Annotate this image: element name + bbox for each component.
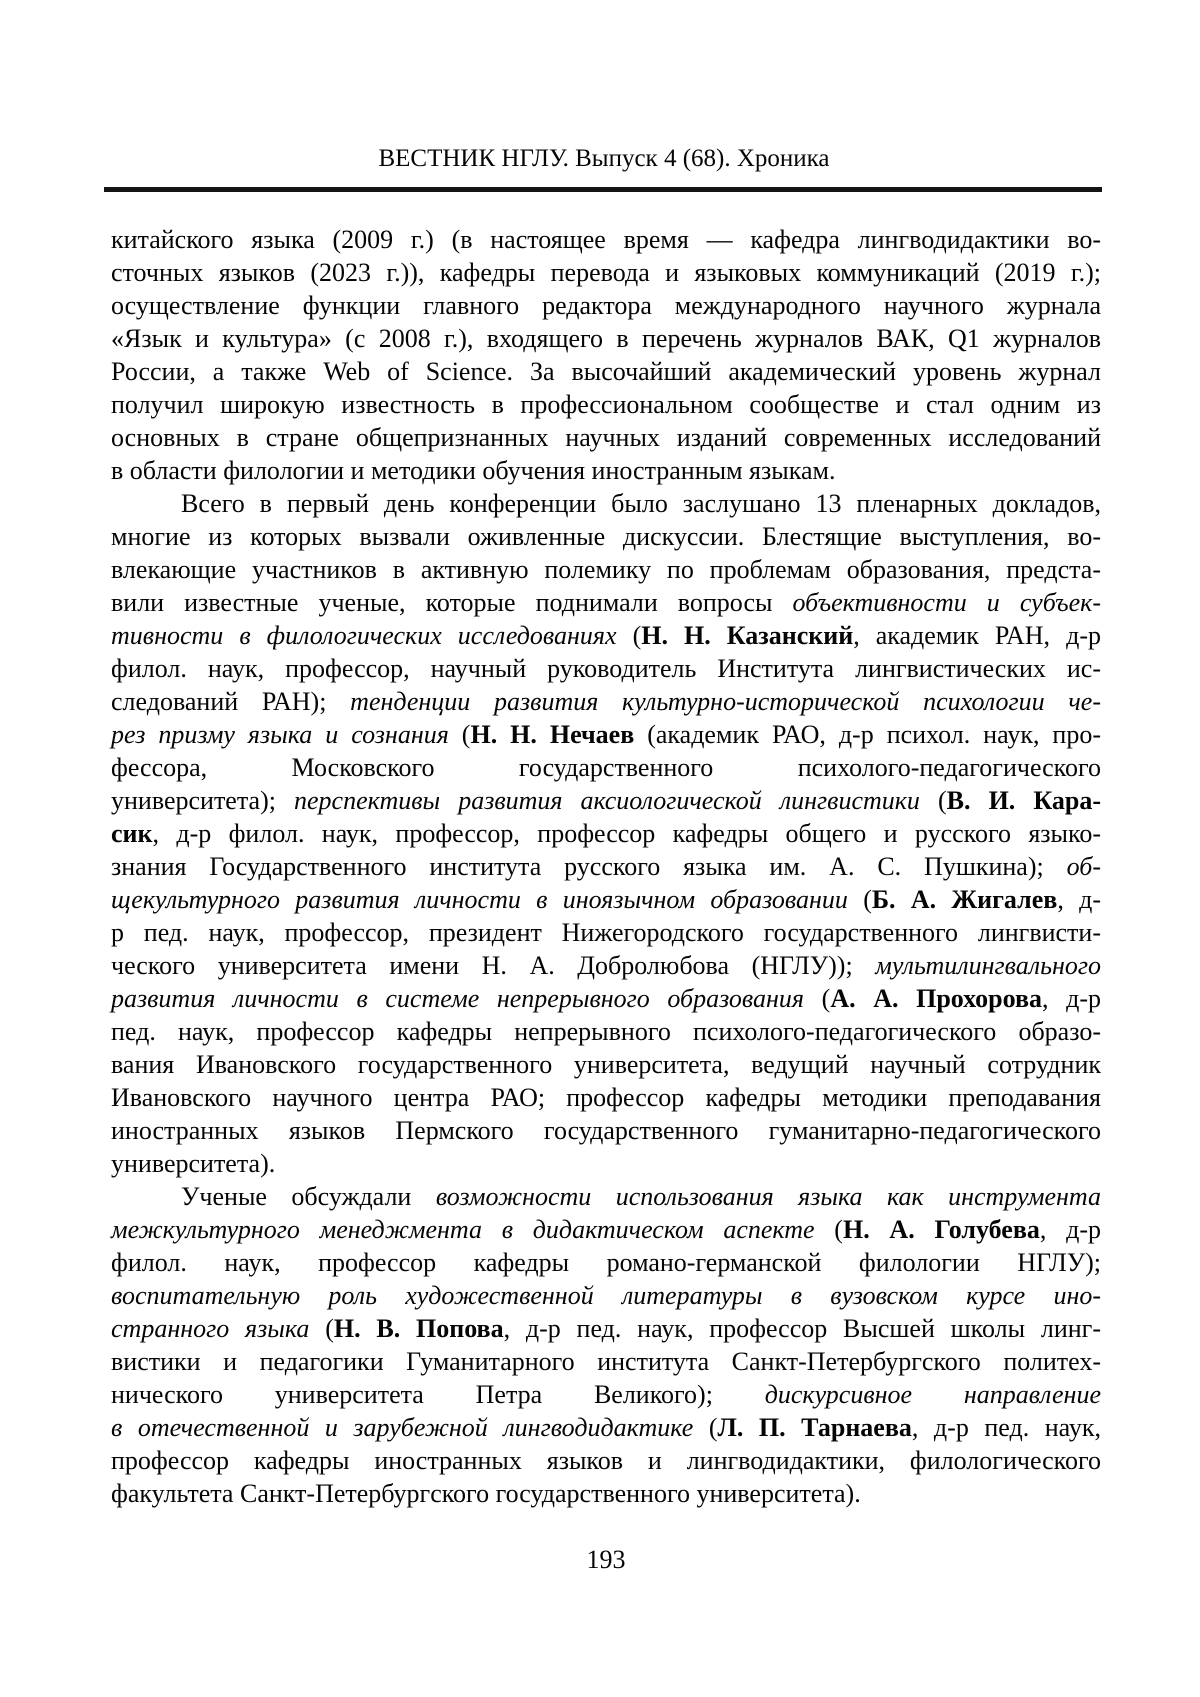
text-run: России, а также Web of Science. За высочайший академический уровень журнал [111,357,1101,386]
text-run: Всего в первый день конференции было заслушано 13 пленарных докладов, [181,489,1101,518]
text-run: , д-р пед. наук, [911,1413,1101,1442]
text-line [111,1114,1101,1147]
text-line [111,520,1101,553]
text-run: объективности и субъек- [792,588,1102,617]
text-line [111,949,1101,982]
text-line [111,322,1101,355]
text-line [111,454,1101,487]
text-run: , академик РАН, д-р [853,621,1101,650]
text-run: знания Государственного института русского языка им. А. С. Пушкина); [111,852,1067,881]
text-run: Н. В. Попова [333,1314,504,1343]
text-line [111,289,1101,322]
text-run: китайского языка (2009 г.) (в настоящее время — кафедра лингводидактики во- [111,225,1101,254]
text-run: вания Ивановского государственного университета, ведущий научный сотрудник [111,1050,1101,1079]
text-line [111,685,1101,718]
text-run: , д-р пед. наук, профессор Высшей школы линг- [503,1314,1101,1343]
text-run: , д-р филол. наук, профессор, профессор кафедры общего и русского языко- [152,819,1101,848]
text-line [111,553,1101,586]
text-run: , д-р [1042,984,1101,1013]
paragraph [111,1180,1101,1510]
text-line [111,1015,1101,1048]
text-line [111,982,1101,1015]
text-run: А. А. Прохорова [830,984,1042,1013]
paragraph [111,487,1101,1180]
text-run: в области филологии и методики обучения иностранным языкам. [111,456,836,485]
text-run: межкультурного менеджмента в дидактическом аспекте [111,1215,835,1244]
text-line [111,421,1101,454]
text-run: возможности использования языка как инструмента [435,1182,1101,1211]
page-body-text [111,223,1101,1510]
text-run: перспективы развития аксиологической лингвистики [294,786,938,815]
page-number: 193 [586,1545,626,1574]
text-run: получил широкую известность в профессиональном сообществе и стал одним из [111,390,1101,419]
text-run: ( [863,885,872,914]
text-run: университета). [111,1149,276,1178]
text-line [111,1246,1101,1279]
text-line [111,718,1101,751]
text-run: , д- [1057,885,1102,914]
text-run: профессор кафедры иностранных языков и лингводидактики, филологического [111,1446,1101,1475]
text-run: р пед. наук, профессор, президент Нижегородского государственного лингвисти- [111,918,1101,947]
header-rule [104,187,1102,192]
text-line [111,1312,1101,1345]
text-run: тенденции развития культурно-исторической психологии че- [350,687,1101,716]
text-run: ( [821,984,831,1013]
text-line [111,652,1101,685]
text-run: странного языка [111,1314,326,1343]
text-line [111,1444,1101,1477]
text-line [111,487,1101,520]
text-run: Ивановского научного центра РАО; профессор кафедры методики преподавания [111,1083,1101,1112]
text-run: «Язык и культура» (с 2008 г.), входящего в перечень журналов ВАК, Q1 журналов [111,324,1101,353]
text-run: щекультурного развития личности в иноязычном образовании [111,885,864,914]
text-line [111,850,1101,883]
text-run: в отечественной и зарубежной лингводидактике [111,1413,709,1442]
text-line [111,784,1101,817]
text-run: , д-р [1039,1215,1101,1244]
text-line [111,1378,1101,1411]
text-run: ческого университета имени Н. А. Добролюбова (НГЛУ)); [111,951,876,980]
text-run: Ученые обсуждали [181,1182,436,1211]
text-run: Н. Н. Казанский [641,621,854,650]
text-run: вили известные ученые, которые поднимали вопросы [111,588,793,617]
text-run: иностранных языков Пермского государственного гуманитарно-педагогического [111,1116,1101,1145]
text-run: сик [111,819,153,848]
text-run: Н. А. Голубева [842,1215,1040,1244]
text-run: ( [461,720,471,749]
text-run: ( [708,1413,718,1442]
text-line [111,1081,1101,1114]
text-run: Л. П. Тарнаева [717,1413,912,1442]
text-line [111,586,1101,619]
text-run: сточных языков (2023 г.)), кафедры перевода и языковых коммуникаций (2019 г.); [111,258,1101,287]
text-run: филол. наук, профессор кафедры романо-германской филологии НГЛУ); [111,1248,1101,1277]
text-line [111,355,1101,388]
text-run: ( [834,1215,843,1244]
text-line [111,1411,1101,1444]
text-run: В. И. Кара- [946,786,1101,815]
text-line [111,223,1101,256]
text-line [111,619,1101,652]
text-run: об- [1066,852,1101,881]
text-line [111,916,1101,949]
text-run: нического университета Петра Великого); [111,1380,765,1409]
text-run: основных в стране общепризнанных научных изданий современных исследований [111,423,1101,452]
text-run: воспитательную роль художественной литературы в вузовском курсе ино- [111,1281,1101,1310]
text-run: ( [325,1314,334,1343]
paragraph [111,223,1101,487]
text-run: влекающие участников в активную полемику по проблемам образования, предста- [111,555,1101,584]
text-line [111,1048,1101,1081]
text-run: ( [938,786,947,815]
running-header: ВЕСТНИК НГЛУ. Выпуск 4 (68). Хроника [378,145,830,172]
text-run: (академик РАО, д-р психол. наук, про- [634,720,1101,749]
text-run: факультета Санкт-Петербургского государственного университета). [111,1479,861,1508]
text-line [111,817,1101,850]
text-line [111,883,1101,916]
text-run: следований РАН); [111,687,351,716]
text-line [111,1279,1101,1312]
text-line [111,751,1101,784]
text-line [111,1147,1101,1180]
text-run: филол. наук, профессор, научный руководитель Института лингвистических ис- [111,654,1101,683]
text-run: ( [632,621,642,650]
text-run: осуществление функции главного редактора международного научного журнала [111,291,1101,320]
text-run: мультилингвального [875,951,1101,980]
text-line [111,1345,1101,1378]
text-run: многие из которых вызвали оживленные дискуссии. Блестящие выступления, во- [111,522,1101,551]
text-run: пед. наук, профессор кафедры непрерывного психолого-педагогического образо- [111,1017,1101,1046]
text-run: Н. Н. Нечаев [470,720,635,749]
text-run: Б. А. Жигалев [871,885,1058,914]
text-run: фессора, Московского государственного психолого-педагогического [111,753,1101,782]
text-line [111,1477,1101,1510]
text-run: вистики и педагогики Гуманитарного института Санкт-Петербургского политех- [111,1347,1101,1376]
text-line [111,388,1101,421]
text-run: тивности в филологических исследованиях [111,621,633,650]
text-run: развития личности в системе непрерывного образования [111,984,822,1013]
text-line [111,1213,1101,1246]
text-run: дискурсивное направление [764,1380,1101,1409]
text-run: рез призму языка и сознания [111,720,462,749]
text-run: университета); [111,786,295,815]
text-line [111,1180,1101,1213]
text-line [111,256,1101,289]
